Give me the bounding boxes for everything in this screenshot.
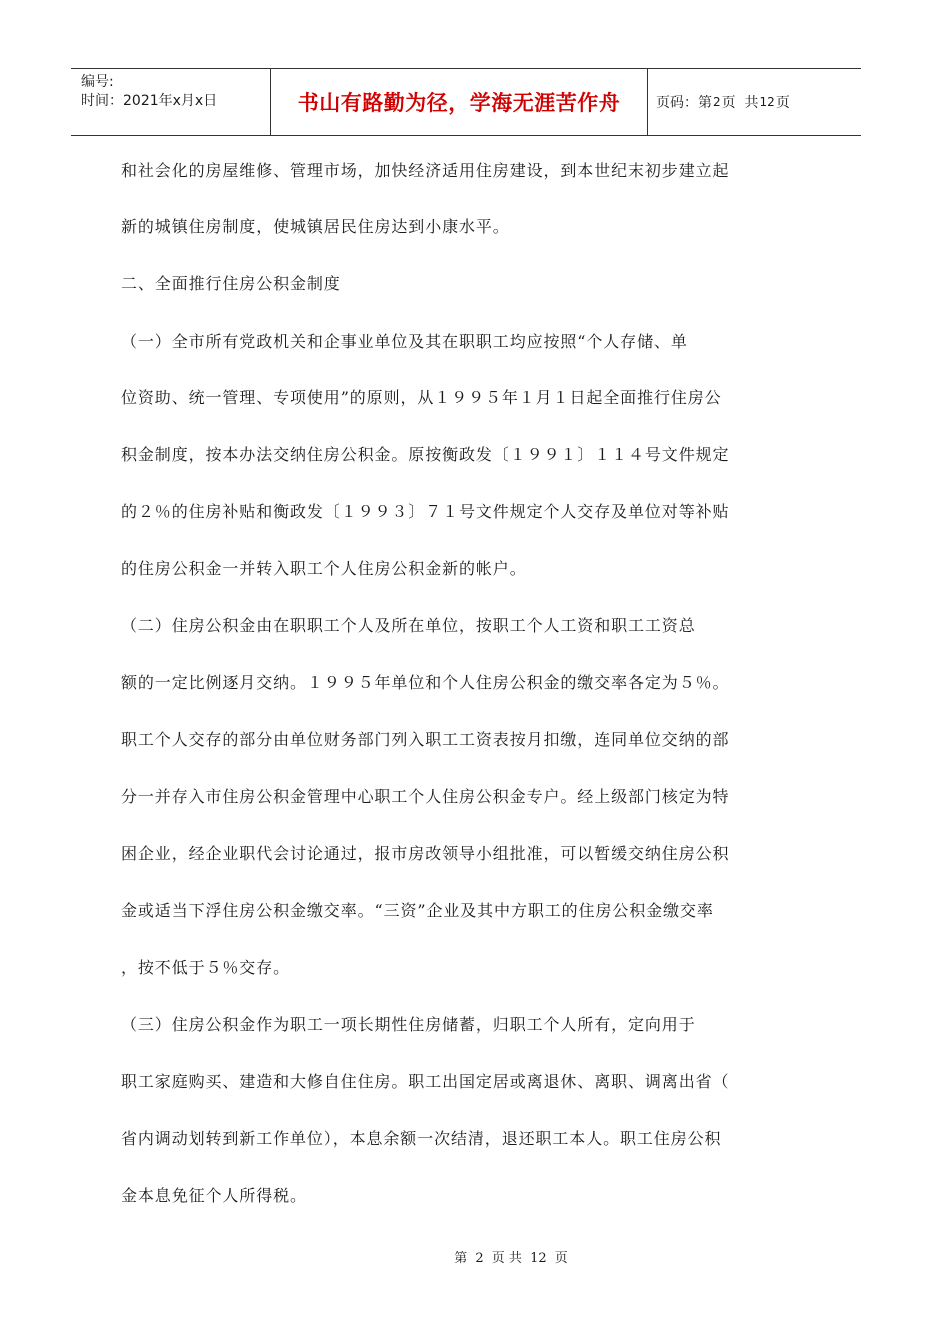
body-line: 的２％的住房补贴和衡政发〔１９９３〕７１号文件规定个人交存及单位对等补贴 — [121, 502, 730, 521]
body-line: 困企业，经企业职代会讨论通过，报市房改领导小组批准，可以暂缓交纳住房公积 — [121, 844, 730, 863]
body-line: 金本息免征个人所得税。 — [121, 1186, 307, 1205]
footer-post: 页 — [554, 1251, 568, 1266]
footer-mid: 页 共 — [491, 1251, 522, 1266]
header-page-indicator — [648, 69, 861, 135]
body-line: 职工个人交存的部分由单位财务部门列入职工工资表按月扣缴，连同单位交纳的部 — [121, 730, 730, 749]
header-page-label: 页码：第 — [656, 95, 712, 111]
body-line: 位资助、统一管理、专项使用”的原则，从１９９５年１月１日起全面推行住房公 — [121, 388, 722, 407]
body-line: ，按不低于５％交存。 — [121, 958, 291, 977]
header-motto: 书山有路勤为径，学海无涯苦作舟 — [271, 69, 648, 135]
body-line: 新的城镇住房制度，使城镇居民住房达到小康水平。 — [121, 217, 510, 236]
header-page-current: 2 — [713, 95, 721, 109]
body-line: 和社会化的房屋维修、管理市场，加快经济适用住房建设，到本世纪末初步建立起 — [121, 161, 730, 180]
header-meta — [71, 69, 271, 135]
header-page-end: 页 — [775, 95, 790, 111]
header-page-total: 12 — [759, 95, 775, 109]
document-number-label: 编号: — [81, 74, 114, 90]
body-line: 的住房公积金一并转入职工个人住房公积金新的帐户。 — [121, 559, 527, 578]
body-line: （三）住房公积金作为职工一项长期性住房储蓄，归职工个人所有，定向用于 — [121, 1015, 696, 1034]
body-line: 金或适当下浮住房公积金缴交率。“三资”企业及其中方职工的住房公积金缴交率 — [121, 901, 714, 920]
body-line: （二）住房公积金由在职职工个人及所在单位，按职工个人工资和职工工资总 — [121, 616, 696, 635]
footer-total-pages: 12 — [530, 1251, 547, 1266]
document-time-label: 时间：2021年x月x日 — [81, 93, 218, 109]
body-line: 省内调动划转到新工作单位），本息余额一次结清，退还职工本人。职工住房公积 — [121, 1129, 722, 1148]
body-line: （一）全市所有党政机关和企事业单位及其在职职工均应按照“个人存储、单 — [121, 332, 688, 351]
section-heading: 二、全面推行住房公积金制度 — [121, 274, 341, 293]
footer-current-page: 2 — [475, 1251, 484, 1266]
header-page-mid: 页 共 — [721, 95, 759, 111]
body-line: 额的一定比例逐月交纳。１９９５年单位和个人住房公积金的缴交率各定为５％。 — [121, 673, 730, 692]
body-line: 职工家庭购买、建造和大修自住住房。职工出国定居或离退休、离职、调离出省（ — [121, 1072, 730, 1091]
body-line: 积金制度，按本办法交纳住房公积金。原按衡政发〔１９９１〕１１４号文件规定 — [121, 445, 730, 464]
footer-pre: 第 — [454, 1251, 468, 1266]
page-footer — [0, 1247, 950, 1266]
page-header — [71, 68, 861, 136]
body-line: 分一并存入市住房公积金管理中心职工个人住房公积金专户。经上级部门核定为特 — [121, 787, 730, 806]
